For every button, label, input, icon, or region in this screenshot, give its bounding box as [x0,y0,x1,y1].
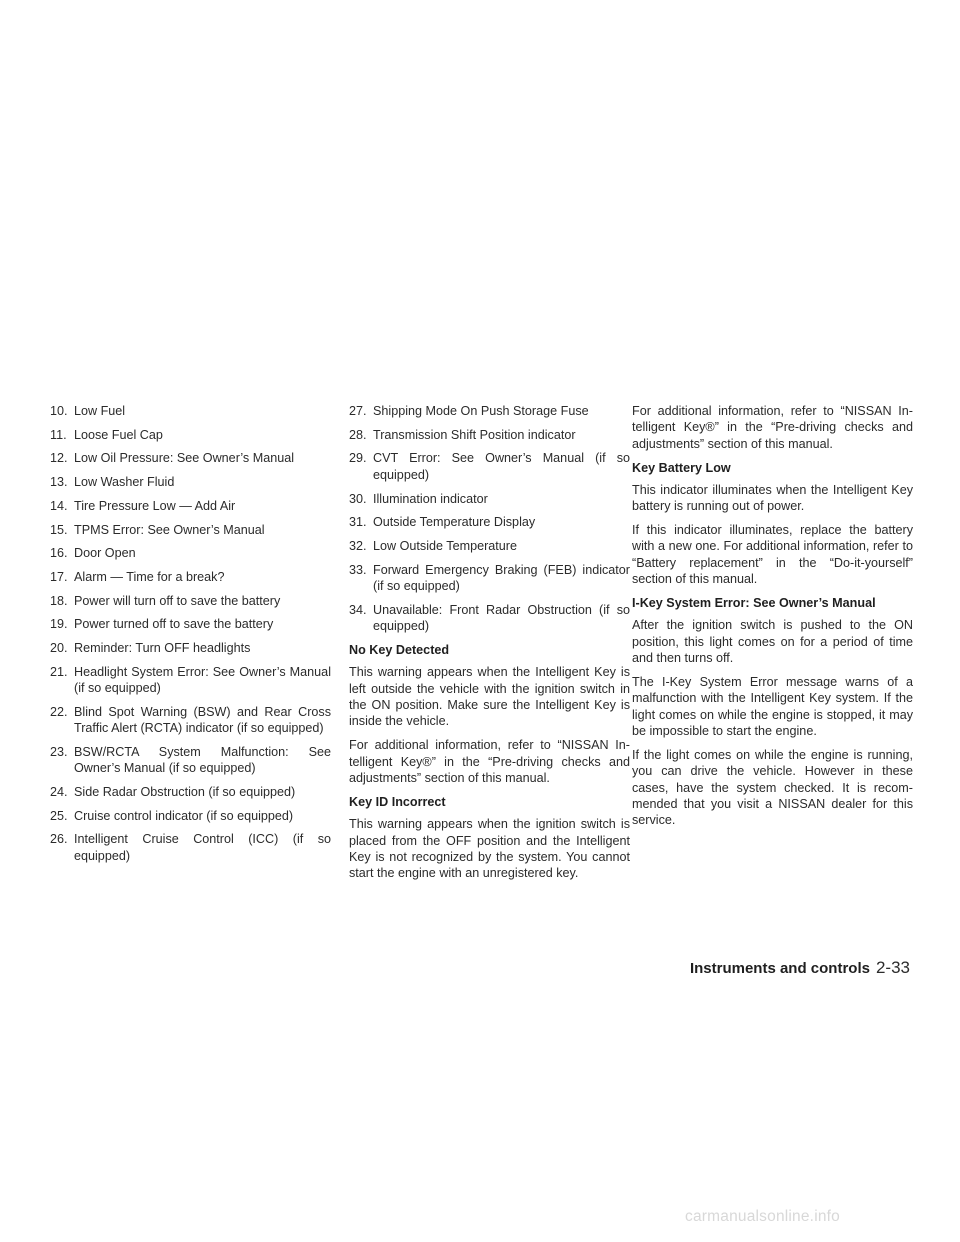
paragraph: After the ignition switch is pushed to the ON position, this light comes on for a period of time and then turns off. [632,618,913,666]
list-item [349,427,630,443]
item-number: 33. [349,562,367,577]
item-number: 11. [50,427,67,442]
item-text: Unavailable: Front Radar Obstruction (if so equipped) [373,602,630,634]
ikey-system-error-section [632,595,913,829]
list-item [349,514,630,530]
item-text: CVT Error: See Owner’s Manual (if so equipped) [373,451,630,482]
item-number: 20. [50,641,68,656]
item-number: 27. [349,404,367,418]
item-text: Outside Temperature Display [373,515,536,530]
list-item [50,704,331,737]
page-footer [620,960,910,977]
list-item [50,403,331,419]
list-item [50,427,331,443]
item-text: Loose Fuel Cap [74,427,163,442]
item-number: 17. [50,569,68,584]
indicator-list-2 [349,403,630,635]
list-item [50,569,331,585]
item-text: Blind Spot Warning (BSW) and Rear Cross Traffic Alert (RCTA) indicator (if so equipped) [74,704,331,736]
item-number: 25. [50,808,68,823]
item-text: Low Oil Pressure: See Owner’s Manual [74,451,295,466]
list-item [50,545,331,561]
key-battery-low-section [632,460,913,588]
item-text: Intelligent Cruise Control (ICC) (if so equipped) [74,832,331,863]
item-number: 15. [50,522,68,537]
intro-section [632,403,913,452]
no-key-detected-section [349,642,630,787]
item-number: 26. [50,832,68,847]
list-item [349,602,630,635]
item-number: 24. [50,785,68,800]
item-number: 21. [50,664,68,679]
item-number: 23. [50,744,68,759]
item-number: 19. [50,617,68,632]
item-text: Reminder: Turn OFF headlights [74,641,251,656]
paragraph: This indicator illuminates when the Intelligent Key battery is running out of power. [632,482,913,514]
item-text: Transmission Shift Position indicator [373,427,576,442]
item-text: Tire Pressure Low — Add Air [74,498,236,513]
item-number: 29. [349,451,367,466]
paragraph: For additional information, refer to “NISSAN In-telligent Key®” in the “Pre-driving checks and adjustments” section of this manual. [349,738,630,785]
left-column [50,403,331,872]
section-heading: I-Key System Error: See Owner’s Manual [632,595,876,610]
item-number: 14. [50,498,68,513]
item-text: Power turned off to save the battery [74,617,274,632]
section-heading: Key Battery Low [632,460,731,475]
list-item [50,450,331,466]
item-text: BSW/RCTA System Malfunction: See Owner’s Manual (if so equipped) [74,744,331,776]
item-text: Low Washer Fluid [74,475,175,490]
paragraph: For additional information, refer to “NISSAN In-telligent Key®” in the “Pre-driving checks and adjustments” section of this manual. [632,404,913,451]
item-number: 34. [349,602,367,617]
middle-column [349,403,630,889]
item-number: 16. [50,546,68,561]
page-number: 2-33 [875,958,910,977]
item-number: 10. [50,404,68,418]
list-item [50,616,331,632]
item-text: Shipping Mode On Push Storage Fuse [373,404,589,418]
item-text: Side Radar Obstruction (if so equipped) [74,785,296,800]
item-text: Low Outside Temperature [373,538,517,553]
paragraph: The I-Key System Error message warns of a malfunction with the Intelligent Key system. If the light comes on while the engine is stopped, it may be impossible to start the engine. [632,674,913,739]
list-item [349,538,630,554]
list-item [50,831,331,864]
item-number: 12. [50,451,68,466]
item-number: 22. [50,704,68,719]
item-text: Alarm — Time for a break? [74,569,225,584]
indicator-list-1 [50,403,331,864]
item-number: 28. [349,427,367,442]
section-heading: Key ID Incorrect [349,794,446,809]
paragraph: This warning appears when the ignition switch is placed from the OFF position and the Intelligent Key is not recognized by the system. You cannot start the engine with an unregistered key. [349,817,630,881]
list-item [349,450,630,483]
list-item [50,593,331,609]
list-item [50,640,331,656]
list-item [50,808,331,824]
paragraph: If the light comes on while the engine is running, you can drive the vehicle. However in these cases, have the system checked. It is recom-mended that you visit a NISSAN dealer for this service. [632,747,913,828]
list-item [50,474,331,490]
list-item [50,784,331,800]
paragraph: If this indicator illuminates, replace the battery with a new one. For additional information, refer to “Battery replacement” in the “Do-it-yourself” section of this manual. [632,523,913,587]
list-item [50,498,331,514]
item-text: Headlight System Error: See Owner’s Manual (if so equipped) [74,664,331,696]
item-number: 32. [349,538,367,553]
section-heading: No Key Detected [349,642,450,657]
item-number: 30. [349,491,367,506]
item-text: Illumination indicator [373,491,488,506]
item-text: Power will turn off to save the battery [74,593,281,608]
list-item [349,491,630,507]
section-title: Instruments and controls [689,960,870,977]
item-text: Forward Emergency Braking (FEB) indicator (if so equipped) [373,562,630,594]
watermark: carmanualsonline.info [685,1208,840,1225]
list-item [50,522,331,538]
list-item [349,403,630,419]
list-item [50,744,331,777]
item-text: TPMS Error: See Owner’s Manual [74,522,265,537]
item-text: Low Fuel [74,404,126,418]
paragraph: This warning appears when the Intelligent Key is left outside the vehicle with the ignition switch in the ON position. Make sure the Intelligent Key is inside the vehicle. [349,665,630,729]
item-number: 18. [50,593,68,608]
item-text: Cruise control indicator (if so equipped) [74,808,294,823]
list-item [349,562,630,595]
list-item [50,664,331,697]
item-number: 13. [50,475,68,490]
key-id-incorrect-section [349,794,630,882]
item-text: Door Open [74,546,136,561]
right-column [632,403,913,836]
item-number: 31. [349,515,367,530]
